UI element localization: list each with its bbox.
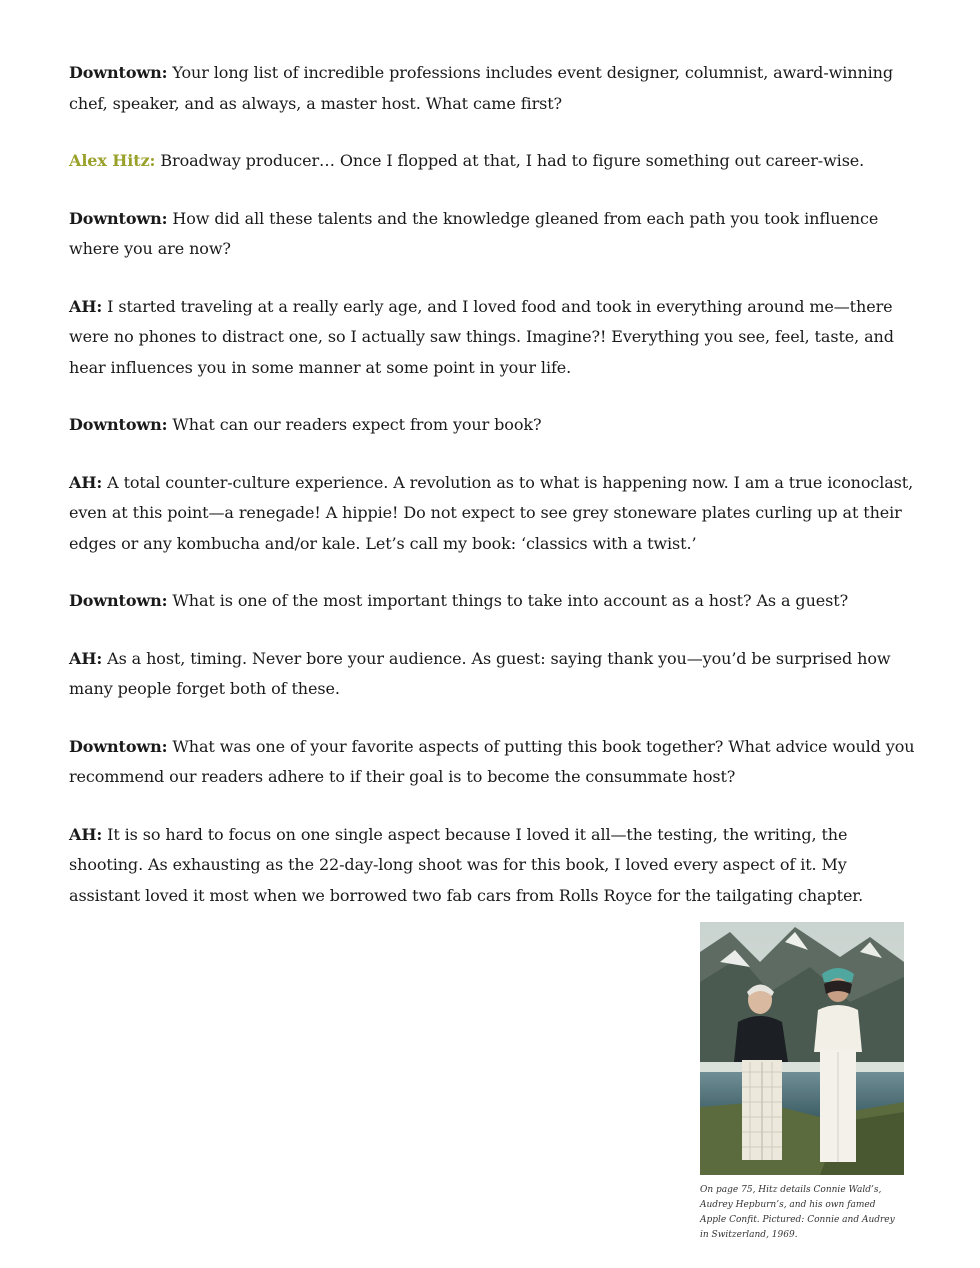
vintage-photo: [700, 922, 904, 1175]
interview-paragraph: [69, 644, 919, 705]
photo-figure: [700, 922, 904, 1243]
speaker-label: Downtown:: [69, 736, 168, 756]
speaker-label: AH:: [69, 824, 103, 844]
paragraph-text: What was one of your favorite aspects of putting this book together? What advice would you recommend our readers adhere to if their goal is to become the consummate host?: [69, 736, 915, 786]
paragraph-text: What is one of the most important things to take into account as a host? As a guest?: [167, 591, 849, 610]
speaker-label: AH:: [69, 472, 103, 492]
paragraph-text: As a host, timing. Never bore your audience. As guest: saying thank you—you’d be surprised how many people forget both of these.: [69, 648, 891, 698]
paragraph-text: Your long list of incredible professions includes event designer, columnist, award-winning chef, speaker, and as always, a master host. What came first?: [69, 63, 894, 113]
speaker-label: Downtown:: [69, 63, 168, 82]
interview-paragraph: [69, 468, 919, 560]
paragraph-text: How did all these talents and the knowledge gleaned from each path you took influence where you are now?: [69, 208, 879, 258]
speaker-label: Downtown:: [69, 591, 168, 610]
paragraph-text: What can our readers expect from your book?: [167, 415, 542, 434]
speaker-label: AH:: [69, 296, 103, 316]
paragraph-text: Broadway producer… Once I flopped at that, I had to figure something out career-wise.: [155, 151, 865, 170]
interview-paragraph: [69, 292, 919, 384]
speaker-label: Downtown:: [69, 415, 168, 434]
interview-paragraph: [69, 146, 919, 177]
paragraph-text: A total counter-culture experience. A revolution as to what is happening now. I am a true iconoclast, even at this point—a renegade! A hippie! Do not expect to see grey stoneware plates curling up at their edges or any kombucha and/or kale. Let’s call my book: ‘classics with a twist.’: [69, 472, 914, 553]
speaker-label: AH:: [69, 648, 103, 668]
interview-article: [69, 58, 919, 938]
paragraph-text: I started traveling at a really early age, and I loved food and took in everything around me—there were no phones to distract one, so I actually saw things. Imagine?! Everything you see, feel, taste, and hear influences you in some manner at some point in your life.: [69, 296, 894, 377]
interview-paragraph: [69, 58, 919, 119]
photo-caption: On page 75, Hitz details Connie Wald’s, Audrey Hepburn’s, and his own famed Apple Confit. Pictured: Connie and Audrey in Switzerland, 1969.: [700, 1185, 895, 1240]
interview-paragraph: [69, 204, 919, 265]
interview-paragraph: [69, 586, 919, 617]
speaker-label: Alex Hitz:: [69, 151, 156, 170]
interview-paragraph: [69, 820, 919, 912]
speaker-label: Downtown:: [69, 208, 168, 228]
interview-paragraph: [69, 410, 919, 441]
interview-paragraph: [69, 732, 919, 793]
paragraph-text: It is so hard to focus on one single aspect because I loved it all—the testing, the writing, the shooting. As exhausting as the 22-day-long shoot was for this book, I loved every aspect of it. My assistant loved it most when we borrowed two fab cars from Rolls Royce for the tailgating chapter.: [69, 824, 864, 905]
